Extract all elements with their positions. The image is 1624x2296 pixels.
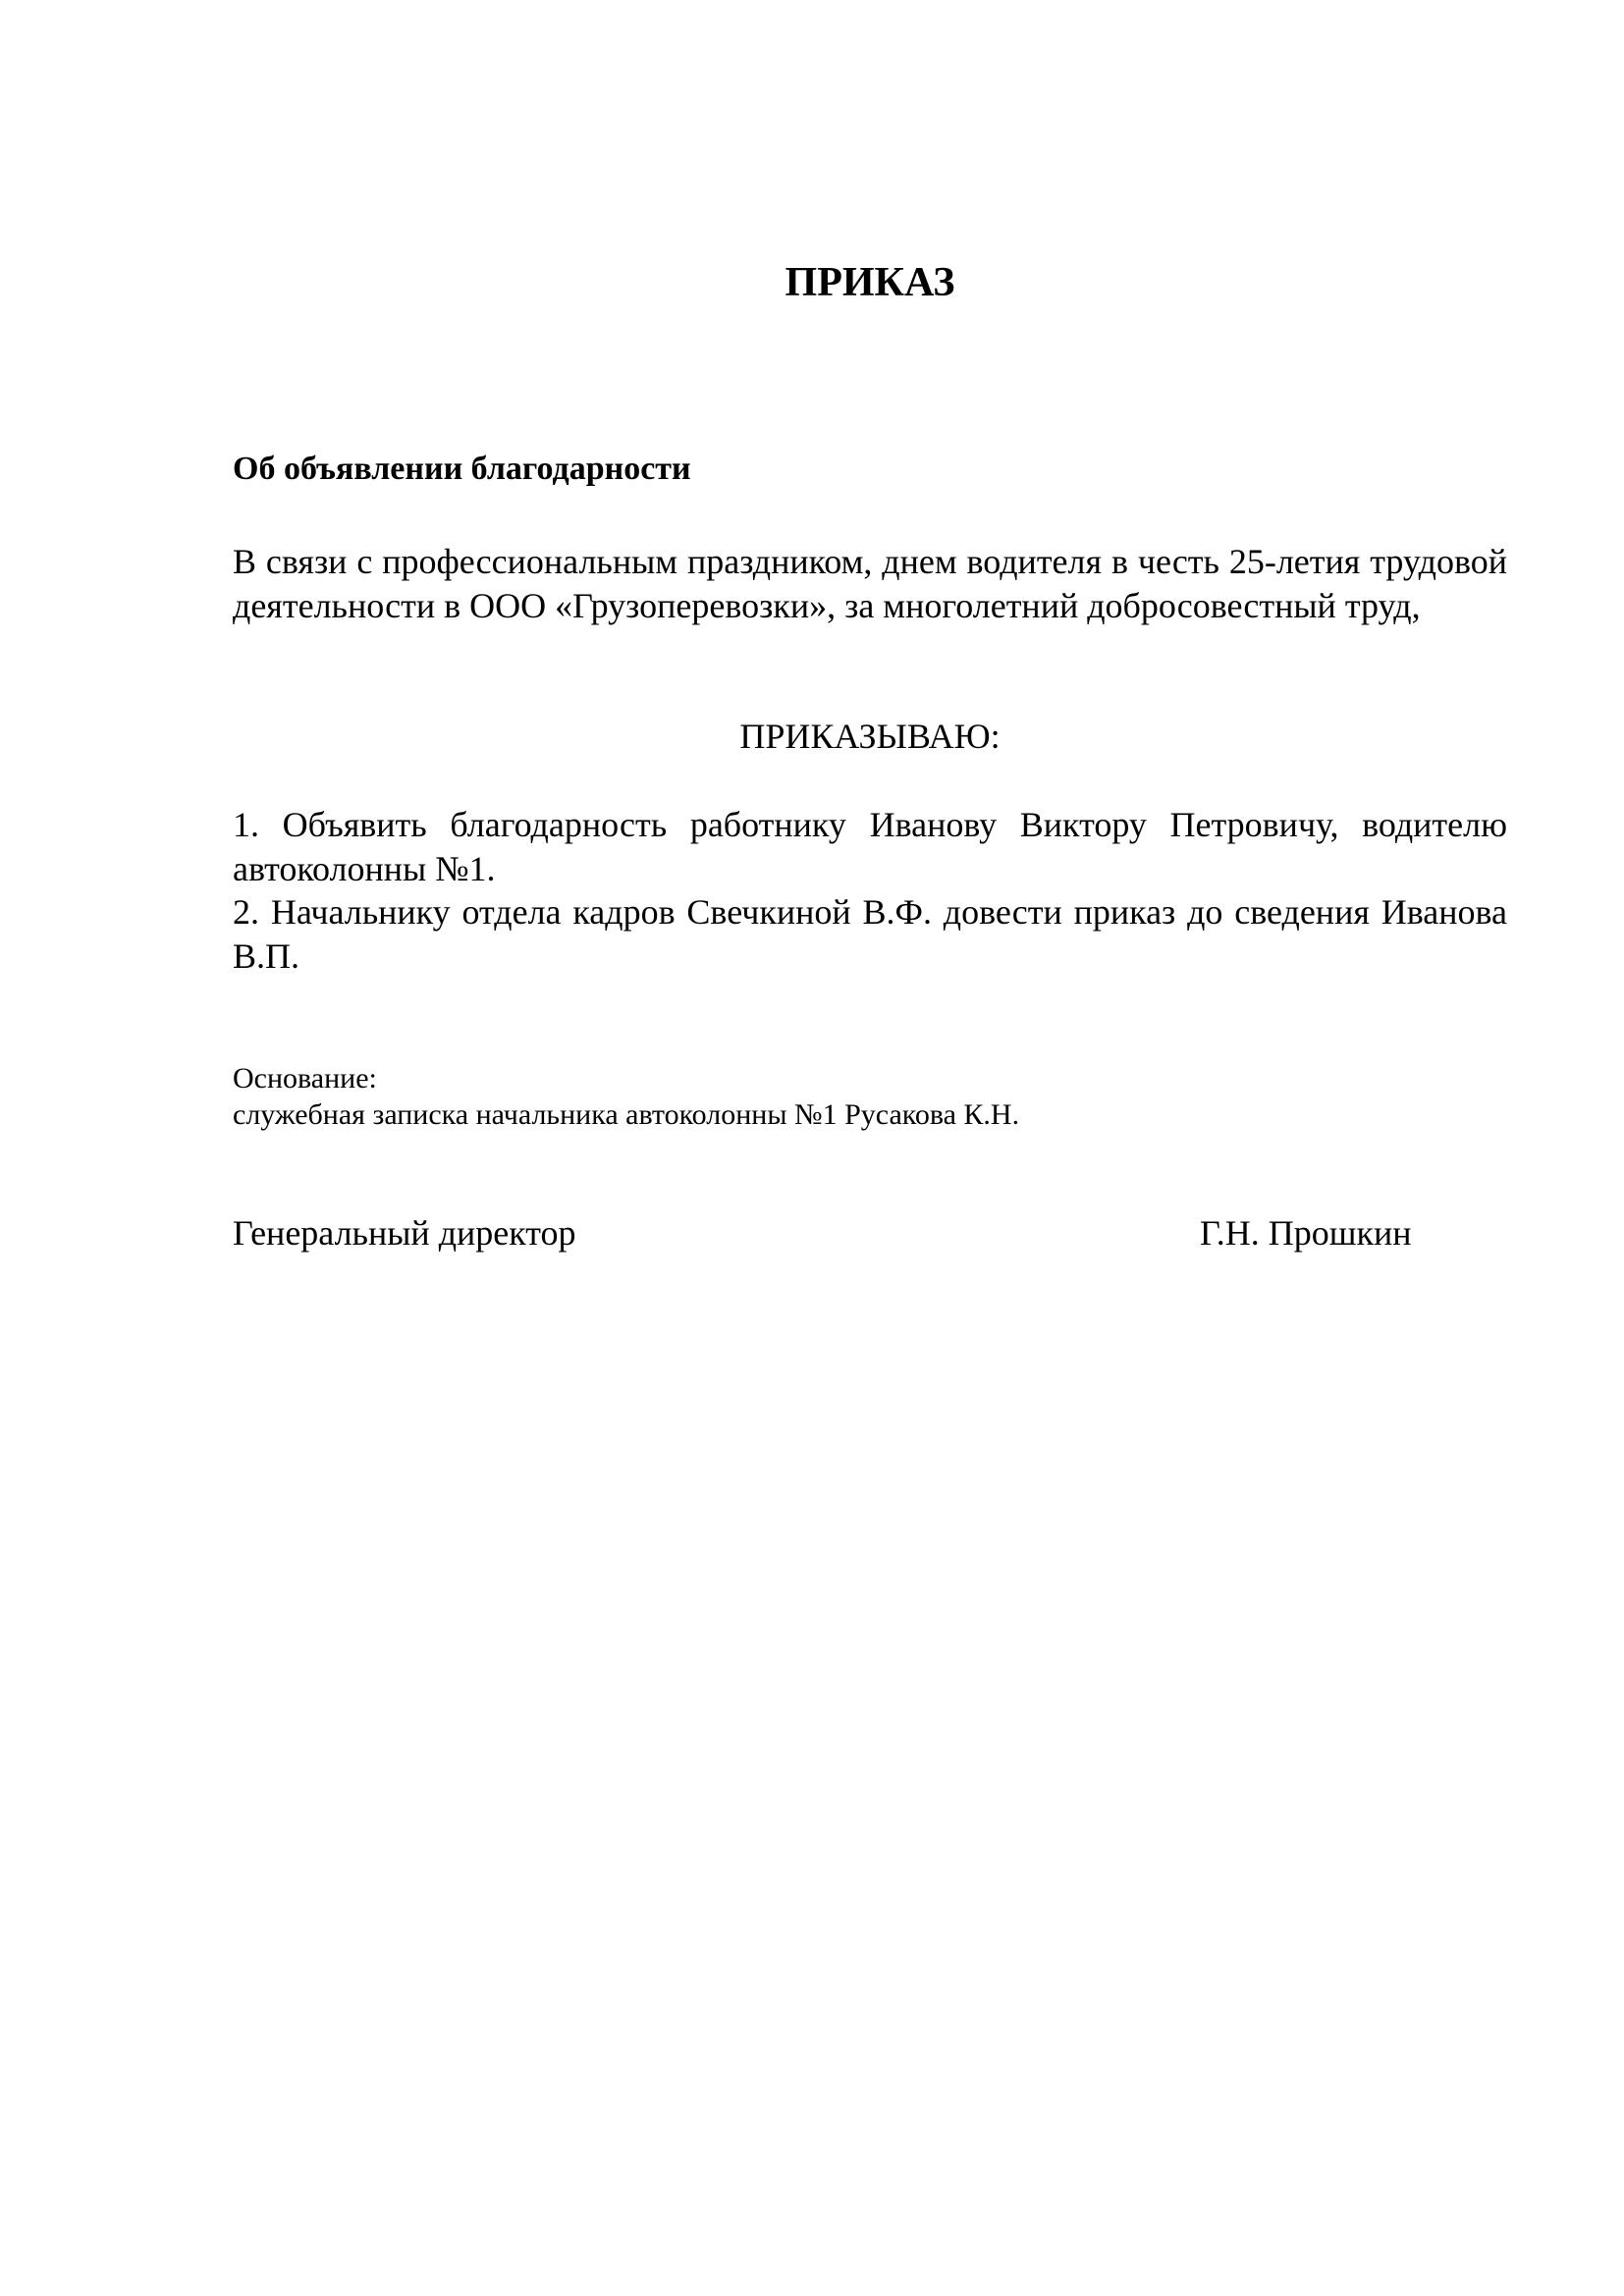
basis-label: Основание: [233,1062,377,1095]
document-title: ПРИКАЗ [785,260,955,305]
signatory-position: Генеральный директор [233,1213,576,1253]
order-item-2: 2. Начальнику отдела кадров Свечкиной В.Ф. довести приказ до сведения Иванова В.П. [233,892,1507,976]
signatory-name: Г.Н. Прошкин [1200,1213,1412,1253]
order-item-1: 1. Объявить благодарность работнику Иванову Виктору Петровичу, водителю автоколонны №1. [233,805,1507,888]
order-directive-heading: ПРИКАЗЫВАЮ: [739,717,1001,756]
basis-text: служебная записка начальника автоколонны №1 Русакова К.Н. [233,1098,1020,1131]
preamble-paragraph: В связи с профессиональным праздником, днем водителя в честь 25-летия трудовой деятельности в ООО «Грузоперевозки», за многолетний добросовестный труд, [233,542,1507,625]
order-items-list [233,803,1507,978]
document-subject: Об объявлении благодарности [233,451,691,487]
